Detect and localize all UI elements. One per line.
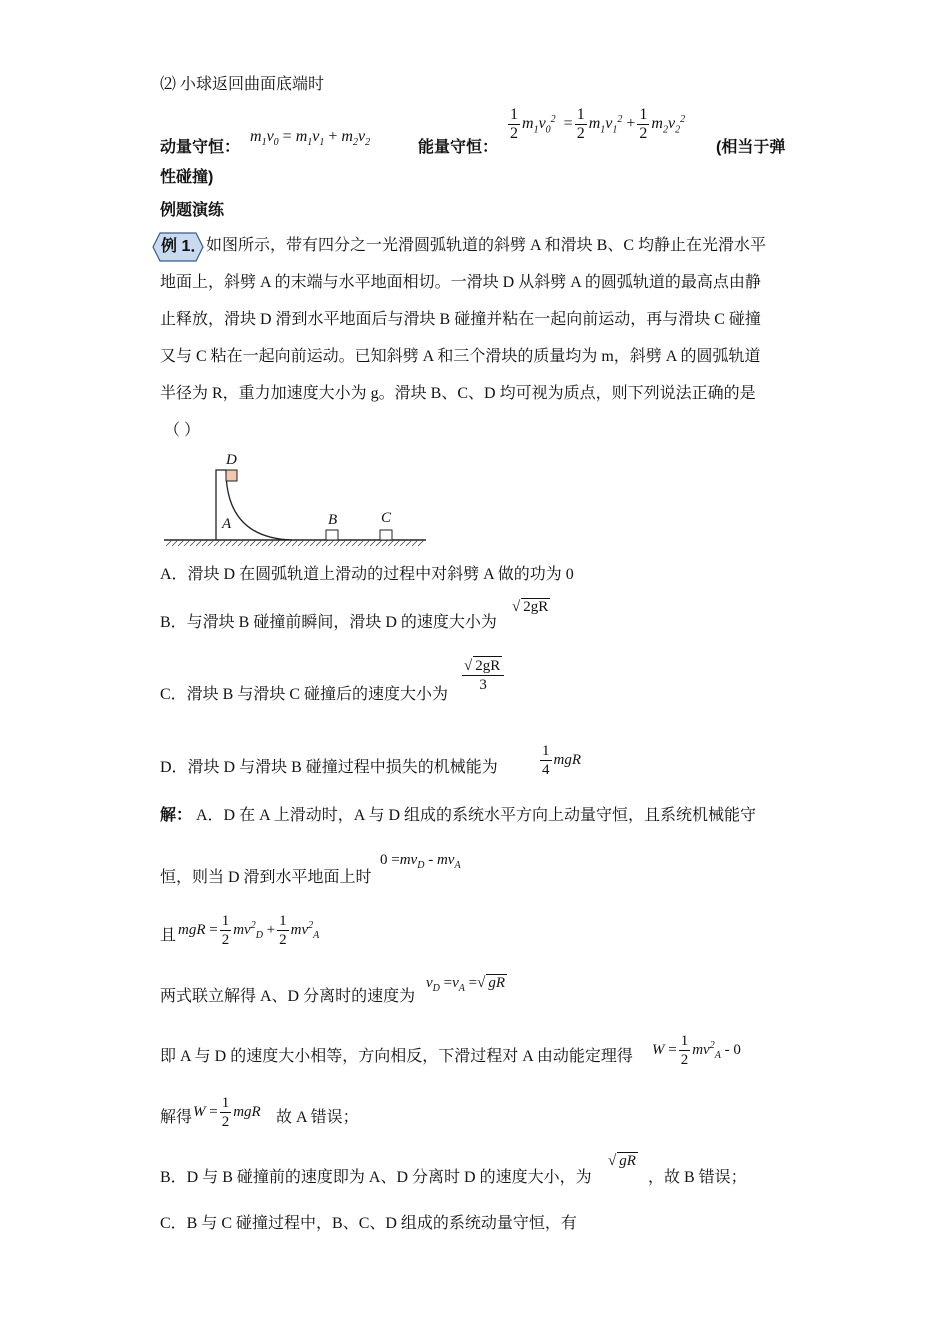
solution-eq-energy: mgR = $\frac{1}{2}$ $mv^2_D$ + $\frac{1}{2}$ $mv^2_A$: [178, 913, 320, 948]
solution-eq-result: W = $\frac{1}{2}$ mgR: [193, 1095, 261, 1130]
solution-eq-sqrtgr: √ gR: [608, 1153, 636, 1169]
problem-line-1: 如图所示，带有四分之一光滑圆弧轨道的斜劈 A 和滑块 B、C 均静止在光滑水平: [206, 237, 767, 254]
elastic-note: (相当于弹: [716, 139, 786, 156]
solution-line-7: B．D 与 B 碰撞前的速度即为 A、D 分离时 D 的速度大小，为: [160, 1169, 592, 1186]
energy-label: 能量守恒：: [418, 139, 499, 156]
label-d: D: [226, 452, 237, 468]
solution-line-5: 即 A 与 D 的速度大小相等，方向相反，下滑过程对 A 由动能定理得: [160, 1048, 633, 1065]
option-c: C．滑块 B 与滑块 C 碰撞后的速度大小为: [160, 686, 449, 703]
section-heading: 例题演练: [160, 202, 225, 219]
solution-line-1: A．D 在 A 上滑动时，A 与 D 组成的系统水平方向上动量守恒，且系统机械能守: [196, 807, 757, 824]
answer-blank: （ ）: [164, 422, 201, 439]
option-a: A．滑块 D 在圆弧轨道上滑动的过程中对斜劈 A 做的功为 0: [160, 566, 574, 583]
label-b: B: [328, 512, 338, 528]
solution-line-4: 两式联立解得 A、D 分离时的速度为: [160, 988, 416, 1005]
momentum-label: 动量守恒：: [160, 139, 241, 156]
problem-figure: [160, 452, 430, 552]
solution-line-3: 且: [160, 927, 177, 944]
section-line: ⑵ 小球返回曲面底端时: [160, 76, 325, 93]
problem-line-2: 地面上，斜劈 A 的末端与水平地面相切。一滑块 D 从斜劈 A 的圆弧轨道的最高点由静: [160, 274, 761, 291]
problem-line-4: 又与 C 粘在一起向前运动。已知斜劈 A 和三个滑块的质量均为 m，斜劈 A 的圆弧轨道: [160, 348, 761, 365]
option-b: B．与滑块 B 碰撞前瞬间，滑块 D 的速度大小为: [160, 614, 497, 631]
problem-line-5: 半径为 R，重力加速度大小为 g。滑块 B、C、D 均可视为质点，则下列说法正确的是: [160, 385, 756, 402]
solution-line-8: C．B 与 C 碰撞过程中，B、C、D 组成的系统动量守恒，有: [160, 1215, 577, 1232]
example-badge: [152, 232, 207, 262]
solution-line-6-suffix: 故 A 错误；: [276, 1109, 359, 1126]
label-a: A: [222, 516, 232, 532]
solution-eq-momentum: $0 =mv_D - mv_A$: [380, 852, 461, 871]
solution-line-6-prefix: 解得: [160, 1109, 193, 1126]
solution-eq-work: W = $\frac{1}{2}$ $mv^2_A - 0$: [652, 1033, 741, 1068]
option-b-formula: √ 2gR: [512, 599, 549, 615]
solution-line-7-suffix: ，故 B 错误；: [648, 1169, 747, 1186]
option-c-formula: $\frac{√ 2gR}{3}$: [460, 656, 506, 694]
energy-equation: $\frac{1}{2}$ $m_1v_0^2$ = $\frac{1}{2}$ $m_1v_1^2$ + $\frac{1}{2}$ $m_2v_2^2$: [510, 106, 686, 142]
momentum-equation: $m_1v_0 = m_1v_1 + m_2v_2$: [250, 128, 371, 149]
label-c: C: [381, 510, 392, 526]
elastic-note-cont: 性碰撞): [160, 169, 214, 186]
solution-label: 解：: [160, 807, 193, 824]
solution-line-2: 恒，则当 D 滑到水平地面上时: [160, 869, 372, 886]
solution-eq-velocity: $v_D =v_A$ =√ gR: [426, 975, 506, 994]
option-d-formula: $\frac{1}{4}$ mgR: [542, 743, 581, 778]
example-badge-label: 例 1．: [161, 238, 207, 255]
problem-line-3: 止释放，滑块 D 滑到水平地面后与滑块 B 碰撞并粘在一起向前运动，再与滑块 C 碰撞: [160, 311, 761, 328]
option-d: D．滑块 D 与滑块 B 碰撞过程中损失的机械能为: [160, 759, 498, 776]
